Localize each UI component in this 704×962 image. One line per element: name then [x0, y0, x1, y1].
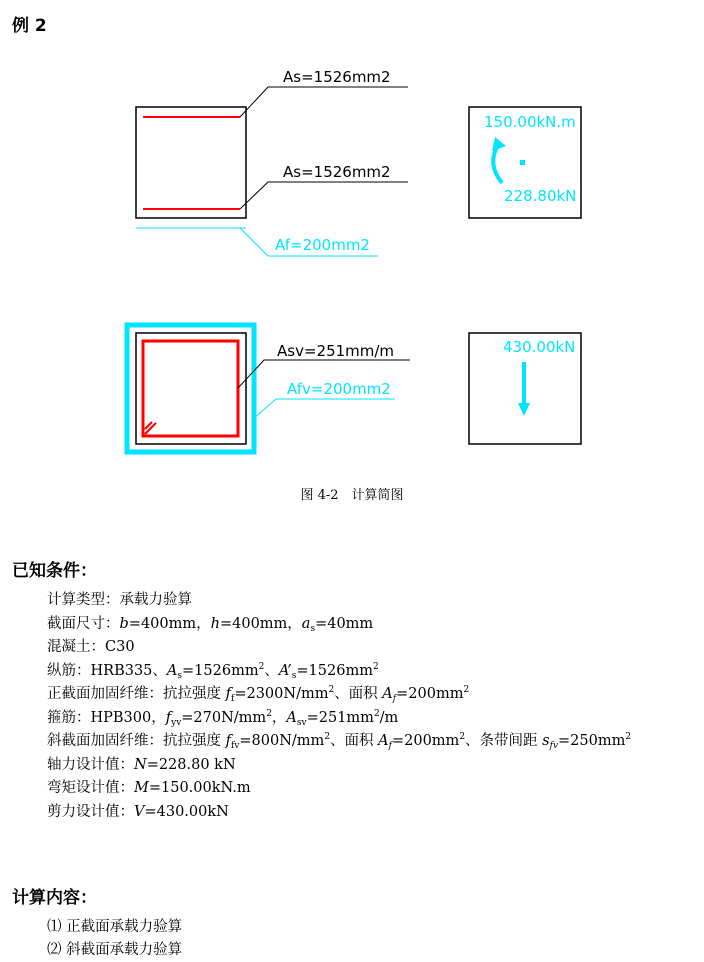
- leader-bottom: [240, 182, 408, 209]
- example-title: 例 2: [12, 16, 47, 36]
- label-afv: Afv=200mm2: [287, 380, 391, 398]
- leader-top: [240, 87, 408, 117]
- list-item: ⑵ 斜截面承载力验算: [47, 942, 183, 958]
- line-section: 截面尺寸：b=400mm，h=400mm，$a_s=40mm$: [47, 615, 374, 634]
- known-conditions-heading: 已知条件：: [12, 561, 97, 581]
- label-shear: 430.00kN: [503, 338, 576, 356]
- line-moment: 弯矩设计值：M=150.00kN.m: [47, 780, 251, 796]
- shear-arrowhead-icon: [518, 403, 530, 416]
- line-oblique-frp: 斜截面加固纤维：抗拉强度 $f_{fv}=800N/mm^2$、面积 $A_f=200mm^2$、条带间距 $s_{fv}=250mm^2$: [47, 732, 632, 751]
- section-outline: [136, 107, 246, 218]
- leader-afv: [252, 399, 395, 420]
- label-moment: 150.00kN.m: [484, 113, 576, 131]
- line-long-bar: 纵筋：HRB335、$A_s=1526mm^2$、$A’_s=1526mm^2$: [47, 661, 379, 681]
- line-stirrup: 箍筋：HPB300，$f_{yv}=270N/mm^2$，$A_{sv}=251mm^2/m$: [47, 708, 399, 728]
- line-axial-force: 轴力设计值：N=228.80 kN: [47, 756, 236, 773]
- label-as-bottom: As=1526mm2: [283, 163, 391, 181]
- label-asv: Asv=251mm/m: [277, 342, 395, 360]
- calculation-diagram: [0, 0, 704, 470]
- label-as-top: As=1526mm2: [283, 68, 391, 86]
- calc-content-heading: 计算内容：: [12, 888, 97, 908]
- moment-arrowhead-icon: [492, 137, 506, 151]
- label-af: Af=200mm2: [275, 236, 370, 254]
- list-item: ⑴ 正截面承载力验算: [47, 919, 183, 935]
- stirrup: [143, 341, 238, 436]
- label-axial: 228.80kN: [504, 187, 577, 205]
- calc-content-list: [47, 916, 182, 962]
- known-conditions-list: [47, 589, 631, 824]
- axial-point-icon: [520, 160, 525, 165]
- line-shear: 剪力设计值：V=430.00kN: [47, 803, 229, 820]
- line-calc-type: 计算类型：承载力验算: [47, 592, 192, 608]
- line-concrete: 混凝土：C30: [47, 639, 135, 655]
- line-normal-frp: 正截面加固纤维：抗拉强度 $f_f=2300N/mm^2$、面积 $A_f=200mm^2$: [47, 685, 470, 704]
- figure-caption: 图 4-2 计算简图: [300, 488, 404, 503]
